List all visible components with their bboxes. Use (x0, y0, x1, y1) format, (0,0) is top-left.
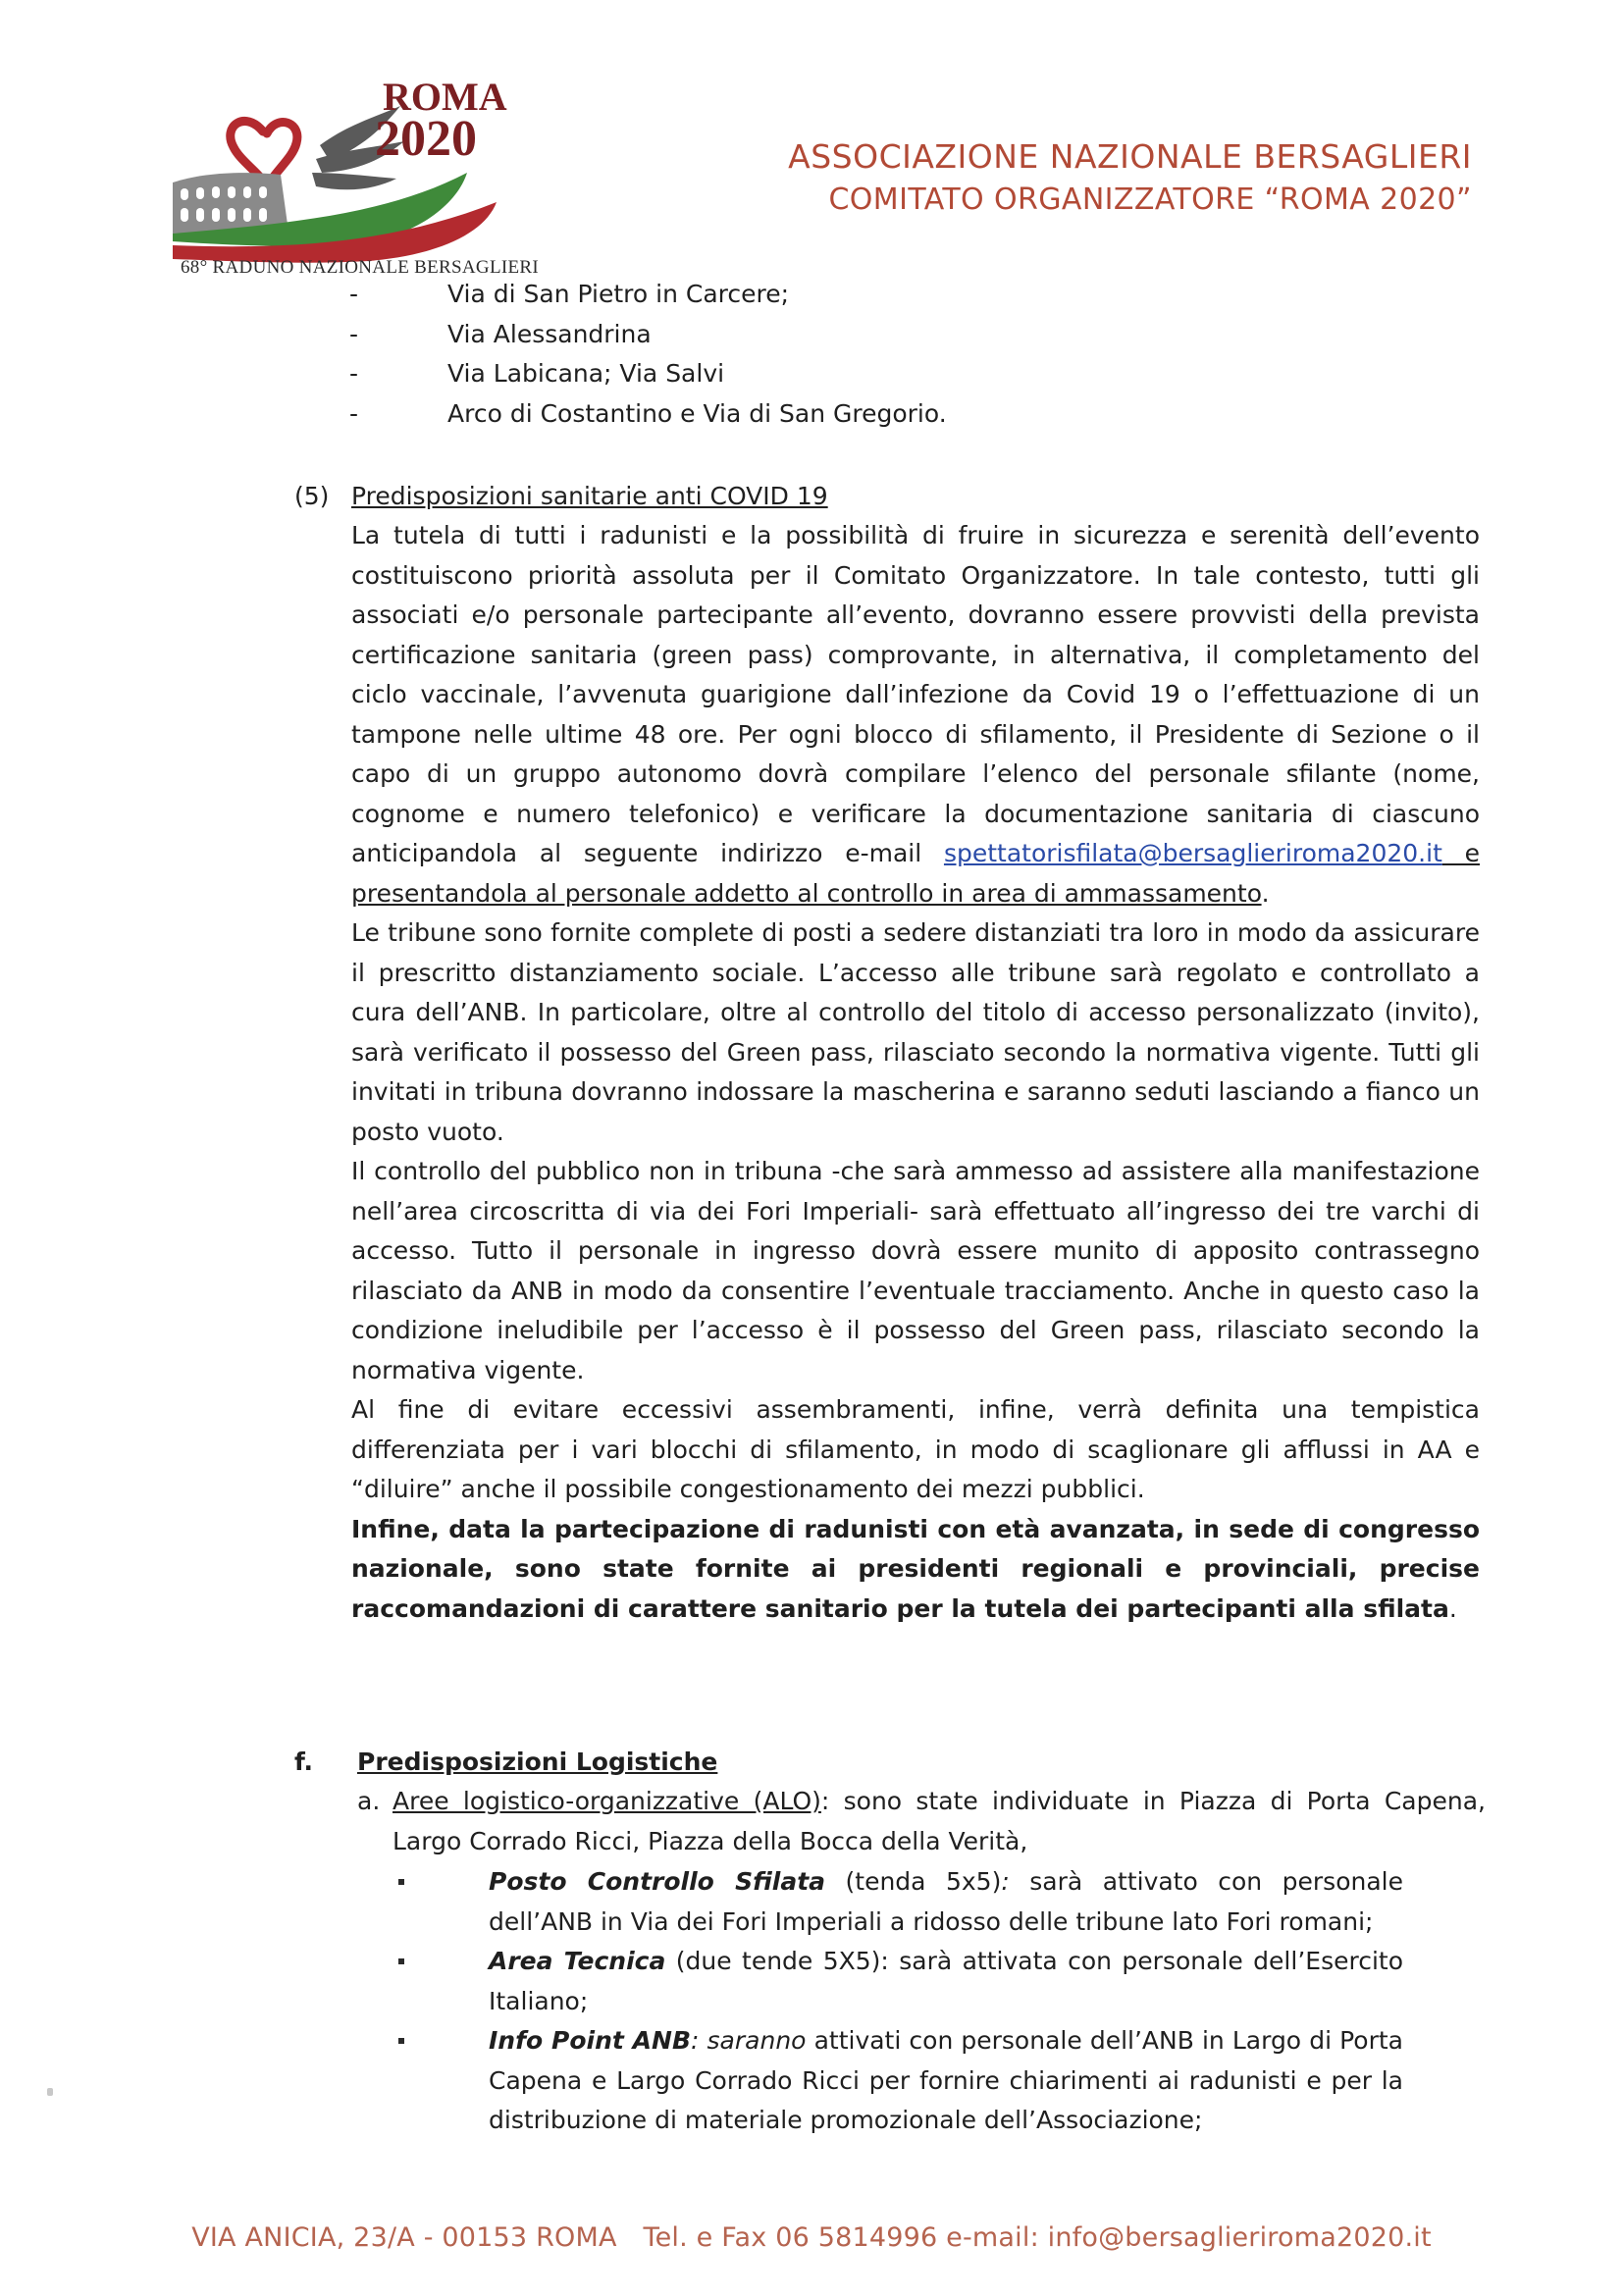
street-item: - Via Labicana; Via Salvi (349, 359, 725, 388)
paragraph: Al fine di evitare eccessivi assembramenti, infine, verrà definita una tempistica differenziata per i vari blocchi di sfilamento, in modo di scaglionare gli afflussi in AA e “diluire” anche il possibile congestionamento dei mezzi pubblici. (351, 1395, 1480, 1503)
section-number: (5) (294, 482, 330, 510)
bullet-icon (398, 2038, 404, 2044)
section-title: Predisposizioni sanitarie anti COVID 19 (351, 482, 828, 510)
paragraph: La tutela di tutti i radunisti e la possibilità di fruire in sicurezza e serenità dell’evento costituiscono priorità assoluta per il Comitato Organizzatore. In tale contesto, tutti gli associati e/o personale partecipante all’evento, dovranno essere provvisti della prevista certificazione sanitaria (green pass) comprovante, in alternativa, il completamento del ciclo vaccinale, l’avvenuta guarigione dall’infezione da Covid 19 o l’effettuazione di un tampone nelle ultime 48 ore. Per ogni blocco di sfilamento, il Presidente di Sezione o il capo di un gruppo autonomo dovrà compilare l’elenco del personale sfilante (nome, cognome e numero telefonico) e verificare la documentazione sanitaria di ciascuno anticipandola al seguente indirizzo e-mail spettatorisfilata@bersaglieriroma2020.it e presentandola al personale addetto al controllo in area di ammassamento. (351, 521, 1481, 908)
logo-year-text: 2020 (375, 111, 477, 167)
alo-list (393, 1862, 1403, 2141)
org-name: ASSOCIAZIONE NAZIONALE BERSAGLIERI (788, 137, 1472, 176)
footer-contacts: Tel. e Fax 06 5814996 e-mail: info@bersaglieriroma2020.it (643, 2222, 1432, 2253)
scan-mark (47, 2088, 53, 2096)
bullet-icon (398, 1958, 404, 1964)
paragraph: Le tribune sono fornite complete di posti a sedere distanziati tra loro in modo da assicurare il prescritto distanziamento sociale. L’accesso alle tribune sarà regolato e controllato a cura dell’ANB. In particolare, oltre al controllo del titolo di accesso personalizzato (invito), sarà verificato il possesso del Green pass, rilasciato secondo la normativa vigente. Tutti gli invitati in tribuna dovranno indossare la mascherina e saranno seduti lasciando a fianco un posto vuoto. (351, 918, 1480, 1146)
logo-caption: 68° RADUNO NAZIONALE BERSAGLIERI (181, 257, 539, 278)
street-item: - Via di San Pietro in Carcere; (349, 280, 790, 308)
paragraph: Infine, data la partecipazione di radunisti con età avanzata, in sede di congresso nazionale, sono state fornite ai presidenti regionali e provinciali, precise raccomandazioni di carattere sanitario per la tutela dei partecipanti alla sfilata. (351, 1514, 1480, 1623)
list-item: Posto Controllo Sfilata (tenda 5x5): sarà attivato con personale dell’ANB in Via dei Fori Imperiali a ridosso delle tribune lato Fori romani; (393, 1862, 1403, 1942)
logo-roma-text: ROMA (383, 77, 507, 119)
subsection-label: a. (357, 1787, 381, 1815)
street-list (349, 275, 947, 434)
street-item: - Arco di Costantino e Via di San Gregorio. (349, 398, 947, 428)
subsection-text: Aree logistico-organizzative (ALO): sono state individuate in Piazza di Porta Capena, Largo Corrado Ricci, Piazza della Bocca della Verità, (393, 1787, 1486, 1855)
section-letter: f. (294, 1748, 314, 1776)
roma-2020-logo (173, 77, 585, 283)
list-item: Area Tecnica (due tende 5X5): sarà attivata con personale dell’Esercito Italiano; (393, 1942, 1403, 2021)
section-body (351, 516, 1480, 1629)
street-item: - Via Alessandrina (349, 319, 652, 348)
email-link[interactable]: spettatorisfilata@bersaglieriroma2020.it (943, 839, 1442, 867)
paragraph: Il controllo del pubblico non in tribuna -che sarà ammesso ad assistere alla manifestazione nell’area circoscritta di via dei Fori Imperiali- sarà effettuato all’ingresso dei tre varchi di accesso. Tutto il personale in ingresso dovrà essere munito di apposito contrassegno rilasciato da ANB in modo da consentire l’eventuale tracciamento. Anche in questo caso la condizione ineludibile per l’accesso è il possesso del Green pass, rilasciato secondo la normativa vigente. (351, 1157, 1480, 1384)
bullet-icon (398, 1879, 404, 1885)
section-title: Predisposizioni Logistiche (357, 1748, 718, 1776)
organization-title (788, 135, 1472, 222)
list-item: Info Point ANB: saranno attivati con personale dell’ANB in Largo di Porta Capena e Largo Corrado Ricci per fornire chiarimenti ai radunisti e per la distribuzione di materiale promozionale dell’Associazione; (393, 2021, 1403, 2141)
footer-address: VIA ANICIA, 23/A - 00153 ROMA (191, 2222, 617, 2253)
org-committee: COMITATO ORGANIZZATORE “ROMA 2020” (828, 183, 1472, 217)
footer (0, 2222, 1623, 2253)
logo-graphic (173, 77, 585, 273)
